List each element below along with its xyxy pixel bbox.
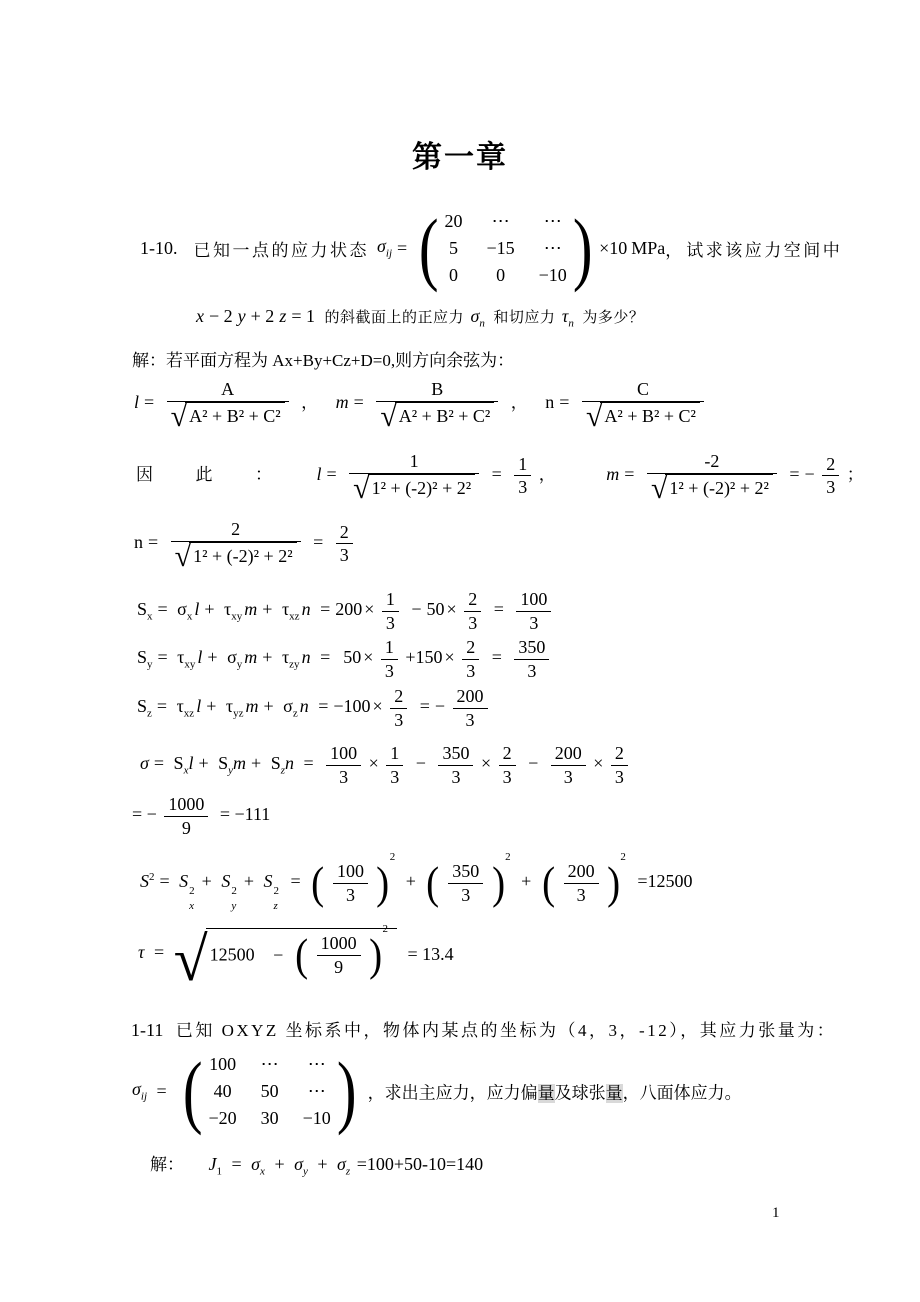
- matrix-cell: 40: [213, 1080, 232, 1101]
- matrix-cell: ⋯: [307, 1080, 326, 1101]
- radical-sign: √: [173, 925, 208, 994]
- big-left-paren: (: [311, 857, 325, 909]
- sigma-ij-symbol: $\sigma_{ij}$: [132, 1079, 148, 1103]
- n-value-line: n = 2 √ 1² + (-2)² + 2² = $\frac{2}{3}$: [134, 518, 356, 570]
- problem-number: 1-11: [131, 1020, 164, 1040]
- matrix-factor: ×10: [599, 237, 628, 258]
- therefore-l-m-line: 因 此 ： l = 1 √ 1² + (-2)² + 2² = $\frac{1}{3}$ ， m = -2 √ 1² + (-2)² + 2² = − $\frac{2}{3}$ ；: [136, 451, 864, 505]
- radical-sign: √: [650, 472, 668, 505]
- fraction-m: B √ A² + B² + C²: [376, 378, 498, 430]
- sigma-n-symbol: $\sigma_n$: [470, 306, 485, 330]
- fraction-1000-9: $\frac{1000}{9}$: [317, 932, 361, 978]
- matrix-cell: −10: [302, 1107, 331, 1128]
- left-paren: (: [182, 1045, 203, 1136]
- matrix-cell: −15: [486, 237, 515, 258]
- fraction-one-third: $\frac{1}{3}$: [514, 453, 531, 499]
- radical-sign: √: [353, 472, 370, 505]
- big-left-paren: (: [541, 857, 555, 909]
- fraction-n: C √ A² + B² + C²: [582, 378, 704, 430]
- statement-text: 已知一点的应力状态: [193, 240, 369, 260]
- sy-result: $\frac{350}{3}$: [514, 636, 549, 682]
- big-left-paren: (: [294, 929, 308, 981]
- fraction-two-thirds: $\frac{2}{3}$: [822, 453, 839, 499]
- matrix-cell: 20: [444, 210, 463, 231]
- page-number: 1: [772, 1205, 780, 1221]
- big-left-paren: (: [426, 857, 440, 909]
- unit-label: MPa: [631, 237, 666, 258]
- radical-sign: √: [585, 400, 603, 433]
- matrix-cell: ⋯: [543, 237, 562, 258]
- right-paren: ): [336, 1045, 357, 1136]
- matrix-cell: 5: [448, 237, 458, 258]
- sigma-ij-symbol: $\sigma_{ij}$: [377, 236, 393, 260]
- big-right-paren: ): [376, 857, 390, 909]
- matrix-cell: 30: [260, 1107, 279, 1128]
- highlighted-char: 量: [605, 1083, 623, 1103]
- fraction-l: A √ A² + B² + C²: [167, 378, 289, 430]
- direction-cosine-definitions: l = A √ A² + B² + C² ， m = B √ A² + B² + C² ， n = C √ A² + B² + C²: [134, 378, 707, 430]
- radical-sign: √: [380, 400, 397, 433]
- problem-1-11-matrix-line: $\sigma_{ij}$ = ( 100 ⋯ ⋯ 40 50 ⋯ −20 30 −10 ) ，求出主应力，应力偏量及球张量，八面体应力。: [132, 1045, 742, 1136]
- fraction-m-value: -2 √ 1² + (-2)² + 2²: [647, 450, 777, 502]
- tall-radical: √ 12500 − ( $\frac{1000}{9}$ )$^2$: [174, 928, 397, 980]
- sz-equation: $S_z = \tau_{xz}$ $l + \tau_{yz}$ $m + \sigma_z$ n = −100 × $\frac{2}{3}$ = − $\frac{200}{3}$: [137, 685, 491, 731]
- stress-matrix-1-11: [179, 1045, 360, 1136]
- sx-result: $\frac{100}{3}$: [516, 588, 551, 634]
- right-paren: ): [572, 202, 593, 293]
- sx-equation: $S_x = \sigma_x$ $l + \tau_{xy}$ $m + \tau_{xz}$ n = 200 × $\frac{1}{3}$ − 50 × $\frac{2}{3}$ = $\frac{100}{3}$: [137, 588, 554, 634]
- big-right-paren: ): [491, 857, 505, 909]
- matrix-cell: ⋯: [307, 1053, 326, 1074]
- left-paren: (: [418, 202, 439, 293]
- highlighted-char: 量: [537, 1083, 555, 1103]
- fraction-n-value: 2 √ 1² + (-2)² + 2²: [171, 518, 301, 570]
- matrix-cell: 100: [209, 1053, 237, 1074]
- matrix-cell: 0: [496, 264, 506, 285]
- s-squared-equation: $S^2 = S$ 2 x + S 2 y + S 2 z = ( $\frac{100}{3}$ )$^2$ + ( $\frac{350}{3}$ )$^2$ + ( $\frac{200}{3}$ )$^2$ =12500: [140, 851, 693, 913]
- matrix-cell: ⋯: [543, 210, 562, 231]
- fraction-result: $\frac{2}{3}$: [336, 521, 353, 567]
- problem-number: 1-10.: [140, 237, 178, 258]
- tau-n-symbol: $\tau_n$: [561, 306, 574, 330]
- fraction-1000-9: $\frac{1000}{9}$: [164, 793, 208, 839]
- matrix-cell: 0: [448, 264, 458, 285]
- plane-equation-line: x − 2 y + 2 z = 1 的斜截面上的正应力 $\sigma_n$ 和切应力 $\tau_n$ 为多少？: [196, 306, 645, 330]
- sy-equation: $S_y = \tau_{xy}$ $l + \sigma_y$ $m + \tau_{zy}$ n = 50 × $\frac{1}{3}$ +150 × $\frac{2}{3}$ = $\frac{350}{3}$: [137, 636, 552, 682]
- statement-text: 已知 OXYZ 坐标系中，物体内某点的坐标为（4，3，-12），其应力张量为：: [175, 1021, 837, 1040]
- matrix-cell: 50: [260, 1080, 279, 1101]
- sz-result: $\frac{200}{3}$: [453, 685, 488, 731]
- big-right-paren: ): [607, 857, 621, 909]
- stress-matrix-1-10: [415, 202, 596, 293]
- solution-intro-line: 解：若平面方程为 Ax+By+Cz+D=0,则方向余弦为：: [132, 351, 515, 370]
- matrix-cell: ⋯: [260, 1053, 279, 1074]
- page-title: 第一章: [412, 140, 508, 175]
- sigma-equation: $\sigma = S_xl + S_ym + S_zn$ = $\frac{100}{3}$ × $\frac{1}{3}$ − $\frac{350}{3}$ × $\frac{2}{3}$ − $\frac{200}{3}$ × $\frac{2}{3}$: [140, 742, 631, 788]
- matrix-cell: ⋯: [491, 210, 510, 231]
- solution-j1-line: 解： $J_1 = \sigma_x + \sigma_y + \sigma_z =100+50-10=140$: [150, 1154, 484, 1178]
- problem-1-11-statement: [131, 1016, 836, 1041]
- tau-equation: τ = √ 12500 − ( $\frac{1000}{9}$ )$^2$ = 13.4: [138, 923, 454, 994]
- radical-sign: √: [170, 400, 188, 433]
- big-right-paren: ): [369, 929, 383, 981]
- matrix-cells: [206, 1054, 332, 1129]
- fraction-l-value: 1 √ 1² + (-2)² + 2²: [349, 450, 479, 502]
- statement-text-tail: 试求该应力空间中: [686, 240, 843, 260]
- sigma-result-line: = − $\frac{1000}{9}$ = −111: [132, 794, 271, 838]
- problem-1-10-statement: 1-10. 已知一点的应力状态 $\sigma_{ij}$ = ( 20 ⋯ ⋯ 5 −15 ⋯ 0 0 −10 ) ×10 MPa ， 试求该应力空间中: [140, 202, 843, 293]
- matrix-cell: −20: [208, 1107, 237, 1128]
- matrix-cell: −10: [538, 264, 567, 285]
- radical-sign: √: [174, 540, 192, 573]
- matrix-cells: [442, 211, 568, 286]
